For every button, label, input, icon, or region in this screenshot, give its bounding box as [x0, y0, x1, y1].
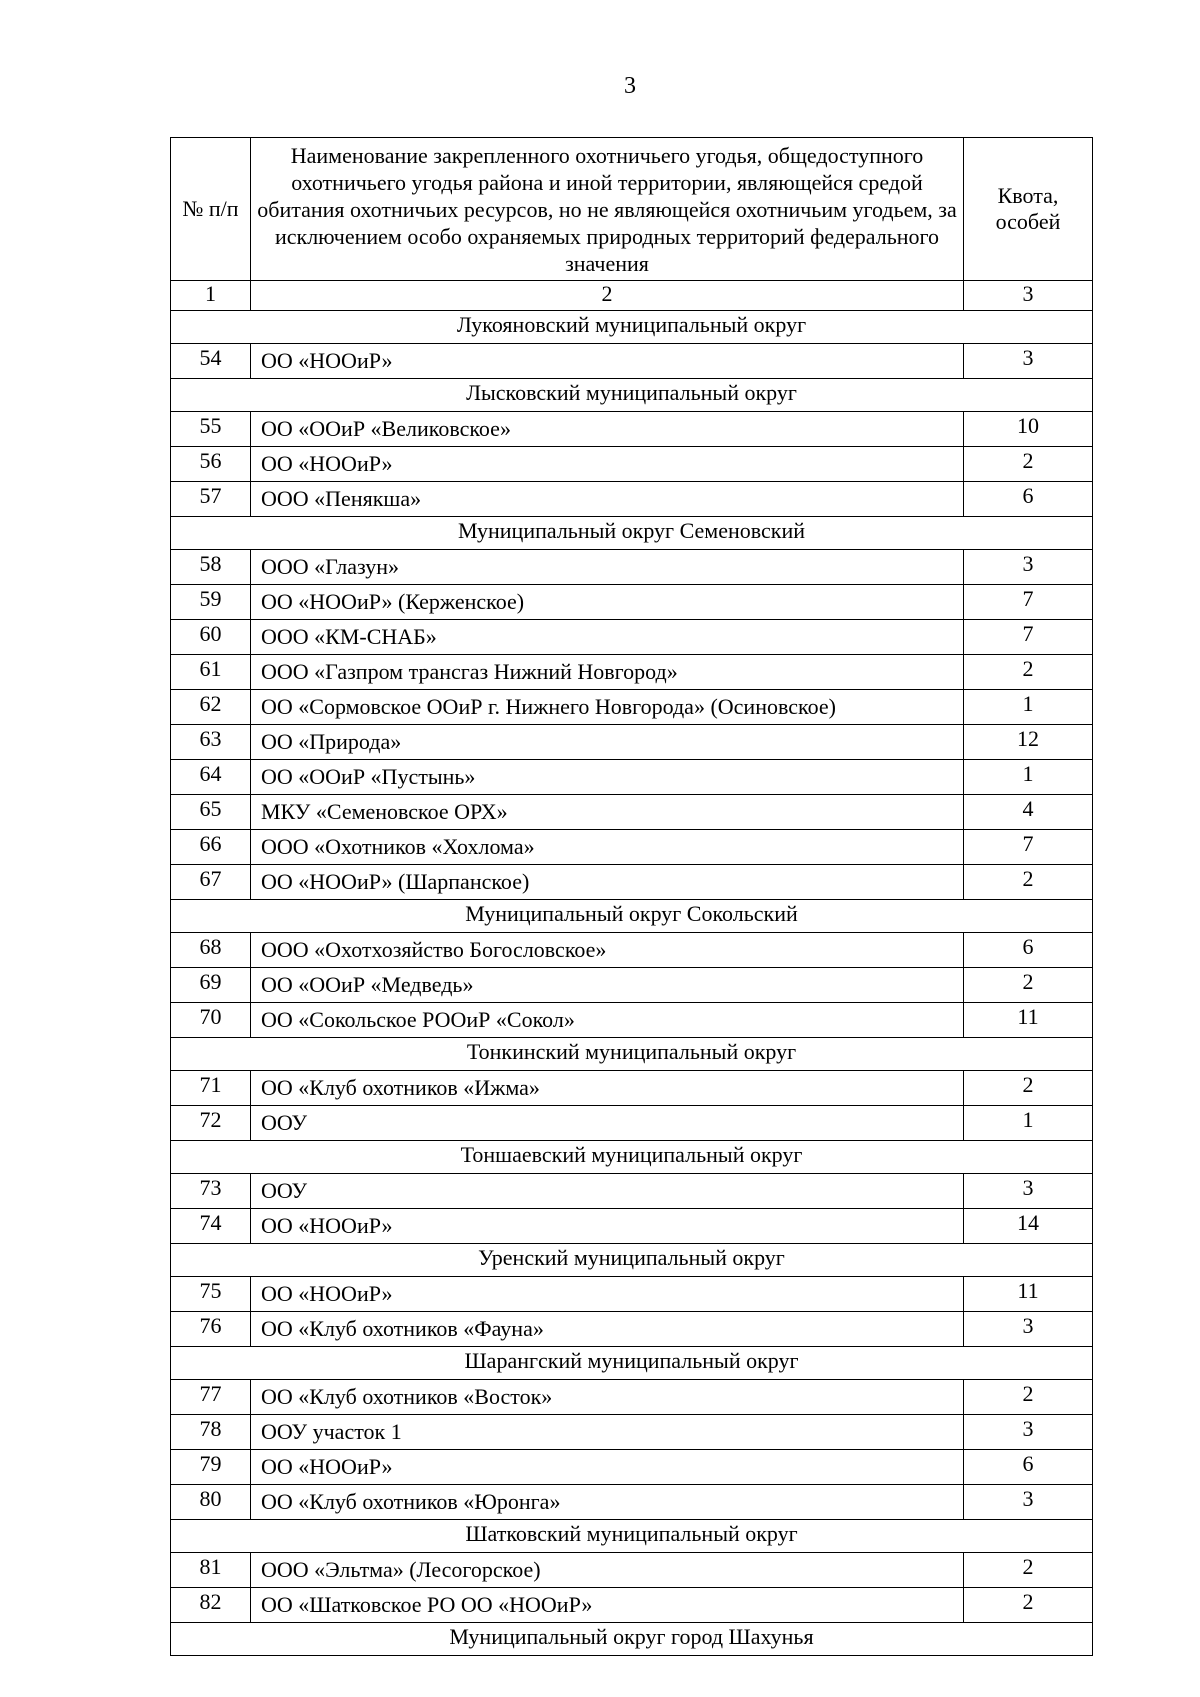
row-quota: 2 — [964, 447, 1093, 482]
row-quota: 11 — [964, 1003, 1093, 1038]
row-number: 57 — [171, 482, 251, 517]
row-name: ОО «НООиР» — [251, 344, 964, 379]
row-number: 72 — [171, 1106, 251, 1141]
table-row — [171, 447, 1093, 482]
header-quota: Квота, особей — [964, 138, 1093, 281]
row-number: 63 — [171, 725, 251, 760]
district-row — [171, 311, 1093, 344]
row-number: 74 — [171, 1209, 251, 1244]
row-quota: 1 — [964, 1106, 1093, 1141]
row-name: ООУ участок 1 — [251, 1415, 964, 1450]
row-name: ОО «Шатковское РО ОО «НООиР» — [251, 1588, 964, 1623]
row-name: ООО «КМ-СНАБ» — [251, 620, 964, 655]
row-name: ОО «НООиР» — [251, 1209, 964, 1244]
district-row — [171, 1141, 1093, 1174]
table-row — [171, 760, 1093, 795]
row-name: ООО «Пенякша» — [251, 482, 964, 517]
row-quota: 3 — [964, 344, 1093, 379]
row-name: ООО «Глазун» — [251, 550, 964, 585]
row-name: ООО «Охотхозяйство Богословское» — [251, 933, 964, 968]
row-name: ООО «Эльтма» (Лесогорское) — [251, 1553, 964, 1588]
row-number: 59 — [171, 585, 251, 620]
row-quota: 1 — [964, 690, 1093, 725]
page-number: 3 — [624, 73, 636, 99]
row-number: 60 — [171, 620, 251, 655]
row-number: 61 — [171, 655, 251, 690]
row-number: 55 — [171, 412, 251, 447]
row-quota: 6 — [964, 1450, 1093, 1485]
row-number: 67 — [171, 865, 251, 900]
row-quota: 11 — [964, 1277, 1093, 1312]
district-name: Уренский муниципальный округ — [171, 1244, 1093, 1277]
row-number: 64 — [171, 760, 251, 795]
row-quota: 7 — [964, 620, 1093, 655]
row-name: ОО «НООиР» — [251, 1277, 964, 1312]
row-number: 77 — [171, 1380, 251, 1415]
row-number: 73 — [171, 1174, 251, 1209]
row-quota: 2 — [964, 655, 1093, 690]
district-name: Муниципальный округ Сокольский — [171, 900, 1093, 933]
table-body — [171, 281, 1093, 1656]
table-row — [171, 968, 1093, 1003]
row-number: 56 — [171, 447, 251, 482]
table-row — [171, 655, 1093, 690]
row-number: 79 — [171, 1450, 251, 1485]
row-quota: 7 — [964, 585, 1093, 620]
row-quota: 3 — [964, 1312, 1093, 1347]
table-row — [171, 1485, 1093, 1520]
table-row — [171, 1588, 1093, 1623]
row-name: ОО «Клуб охотников «Фауна» — [251, 1312, 964, 1347]
row-quota: 2 — [964, 968, 1093, 1003]
row-quota: 2 — [964, 1588, 1093, 1623]
row-quota: 7 — [964, 830, 1093, 865]
header-name: Наименование закрепленного охотничьего угодья, общедоступного охотничьего угодья района и иной территории, являющейся средой обитания охотничьих ресурсов, но не являющейся охотничьим угодьем, за исключением особо охраняемых природных территорий федерального значения — [251, 138, 964, 281]
district-row — [171, 1623, 1093, 1656]
table-row — [171, 725, 1093, 760]
row-name: ОО «НООиР» (Шарпанское) — [251, 865, 964, 900]
table-row — [171, 690, 1093, 725]
column-index-2: 2 — [251, 281, 964, 311]
district-name: Шарангский муниципальный округ — [171, 1347, 1093, 1380]
row-name: ООУ — [251, 1106, 964, 1141]
table-row — [171, 1106, 1093, 1141]
table-row — [171, 550, 1093, 585]
column-index-row — [171, 281, 1093, 311]
column-index-1: 1 — [171, 281, 251, 311]
row-number: 70 — [171, 1003, 251, 1038]
row-name: ОО «Клуб охотников «Восток» — [251, 1380, 964, 1415]
row-name: ОО «Сормовское ООиР г. Нижнего Новгорода» (Осиновское) — [251, 690, 964, 725]
district-name: Шатковский муниципальный округ — [171, 1520, 1093, 1553]
table-row — [171, 482, 1093, 517]
column-index-3: 3 — [964, 281, 1093, 311]
row-name: ОО «ООиР «Медведь» — [251, 968, 964, 1003]
table-row — [171, 1415, 1093, 1450]
table-row — [171, 1071, 1093, 1106]
row-name: ОО «Сокольское РООиР «Сокол» — [251, 1003, 964, 1038]
row-number: 54 — [171, 344, 251, 379]
district-row — [171, 1038, 1093, 1071]
row-number: 66 — [171, 830, 251, 865]
row-name: МКУ «Семеновское ОРХ» — [251, 795, 964, 830]
district-name: Муниципальный округ Семеновский — [171, 517, 1093, 550]
district-row — [171, 1347, 1093, 1380]
district-row — [171, 517, 1093, 550]
row-quota: 6 — [964, 933, 1093, 968]
row-quota: 12 — [964, 725, 1093, 760]
table-row — [171, 830, 1093, 865]
district-name: Тоншаевский муниципальный округ — [171, 1141, 1093, 1174]
row-quota: 2 — [964, 1380, 1093, 1415]
row-number: 65 — [171, 795, 251, 830]
row-quota: 3 — [964, 550, 1093, 585]
row-name: ОО «ООиР «Великовское» — [251, 412, 964, 447]
quota-table — [170, 137, 1093, 1656]
row-quota: 2 — [964, 1071, 1093, 1106]
table-row — [171, 1277, 1093, 1312]
table-row — [171, 1209, 1093, 1244]
row-quota: 1 — [964, 760, 1093, 795]
row-quota: 10 — [964, 412, 1093, 447]
row-name: ОО «Клуб охотников «Ижма» — [251, 1071, 964, 1106]
table-row — [171, 1312, 1093, 1347]
header-number: № п/п — [171, 138, 251, 281]
row-number: 75 — [171, 1277, 251, 1312]
row-name: ОО «Природа» — [251, 725, 964, 760]
row-quota: 3 — [964, 1415, 1093, 1450]
table-row — [171, 1450, 1093, 1485]
table-header-row — [171, 138, 1093, 281]
row-quota: 14 — [964, 1209, 1093, 1244]
table-row — [171, 1174, 1093, 1209]
row-number: 78 — [171, 1415, 251, 1450]
row-quota: 6 — [964, 482, 1093, 517]
row-name: ООУ — [251, 1174, 964, 1209]
row-number: 81 — [171, 1553, 251, 1588]
district-row — [171, 1520, 1093, 1553]
table-row — [171, 344, 1093, 379]
table-row — [171, 795, 1093, 830]
row-name: ОО «НООиР» (Керженское) — [251, 585, 964, 620]
row-number: 58 — [171, 550, 251, 585]
table-row — [171, 620, 1093, 655]
district-name: Тонкинский муниципальный округ — [171, 1038, 1093, 1071]
row-number: 76 — [171, 1312, 251, 1347]
table-row — [171, 585, 1093, 620]
row-quota: 4 — [964, 795, 1093, 830]
district-row — [171, 1244, 1093, 1277]
row-number: 80 — [171, 1485, 251, 1520]
row-quota: 3 — [964, 1174, 1093, 1209]
row-quota: 2 — [964, 865, 1093, 900]
row-quota: 2 — [964, 1553, 1093, 1588]
district-row — [171, 379, 1093, 412]
row-name: ОО «ООиР «Пустынь» — [251, 760, 964, 795]
district-name: Лысковский муниципальный округ — [171, 379, 1093, 412]
row-name: ОО «НООиР» — [251, 447, 964, 482]
row-name: ОО «НООиР» — [251, 1450, 964, 1485]
row-name: ОО «Клуб охотников «Юронга» — [251, 1485, 964, 1520]
row-number: 69 — [171, 968, 251, 1003]
row-quota: 3 — [964, 1485, 1093, 1520]
row-number: 68 — [171, 933, 251, 968]
table-row — [171, 1553, 1093, 1588]
table-row — [171, 1003, 1093, 1038]
table-row — [171, 412, 1093, 447]
row-number: 62 — [171, 690, 251, 725]
row-name: ООО «Газпром трансгаз Нижний Новгород» — [251, 655, 964, 690]
row-number: 71 — [171, 1071, 251, 1106]
district-name: Муниципальный округ город Шахунья — [171, 1623, 1093, 1656]
row-number: 82 — [171, 1588, 251, 1623]
table-row — [171, 1380, 1093, 1415]
row-name: ООО «Охотников «Хохлома» — [251, 830, 964, 865]
table-row — [171, 933, 1093, 968]
district-name: Лукояновский муниципальный округ — [171, 311, 1093, 344]
district-row — [171, 900, 1093, 933]
table-row — [171, 865, 1093, 900]
